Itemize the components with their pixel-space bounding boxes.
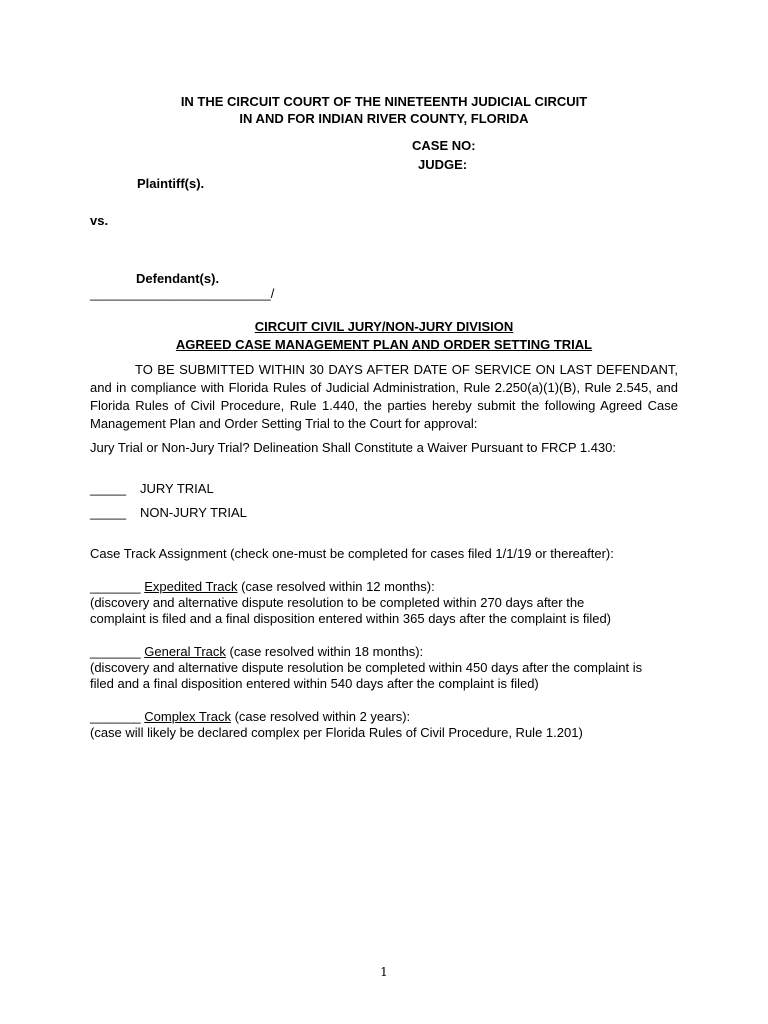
intro-paragraph: TO BE SUBMITTED WITHIN 30 DAYS AFTER DATE OF SERVICE ON LAST DEFENDANT, and in compliance with Florida Rules of Judicial Administration, Rule 2.250(a)(1)(B), Rule 2.545, and Florida Rules of Civil Procedure, Rule 1.440, the parties hereby submit the following Agreed Case Management Plan and Order Setting Trial to the Court for approval: bbox=[90, 362, 678, 431]
jury-trial-option[interactable] bbox=[90, 481, 214, 496]
expedited-track-detail-2: complaint is filed and a final disposition entered within 365 days after the complaint is filed) bbox=[90, 611, 612, 626]
general-track-blank[interactable]: _______ bbox=[90, 644, 141, 659]
case-track-heading: Case Track Assignment (check one-must be completed for cases filed 1/1/19 or thereafter): bbox=[90, 546, 614, 561]
caption-signature-line: _________________________/ bbox=[90, 286, 275, 301]
non-jury-trial-label: NON-JURY TRIAL bbox=[140, 505, 247, 520]
defendant-label: Defendant(s). bbox=[136, 271, 220, 286]
expedited-track-line bbox=[90, 579, 690, 595]
document-title: AGREED CASE MANAGEMENT PLAN AND ORDER SETTING TRIAL bbox=[175, 337, 593, 352]
jury-trial-label: JURY TRIAL bbox=[140, 481, 214, 496]
complex-track-blank[interactable]: _______ bbox=[90, 709, 141, 724]
judge-label: JUDGE: bbox=[418, 157, 468, 172]
complex-track-line bbox=[90, 709, 690, 725]
expedited-track-name: Expedited Track bbox=[144, 579, 238, 594]
case-number-label: CASE NO: bbox=[412, 138, 476, 153]
court-name-line-1: IN THE CIRCUIT COURT OF THE NINETEENTH JUDICIAL CIRCUIT bbox=[180, 94, 588, 109]
complex-track-option[interactable] bbox=[90, 709, 690, 741]
general-track-detail-1: (discovery and alternative dispute resolution be completed within 450 days after the complaint is bbox=[90, 660, 643, 675]
general-track-option[interactable] bbox=[90, 644, 690, 692]
general-track-summary: (case resolved within 18 months): bbox=[225, 644, 424, 659]
page-number: 1 bbox=[380, 965, 388, 979]
jury-question: Jury Trial or Non-Jury Trial? Delineation Shall Constitute a Waiver Pursuant to FRCP 1.430: bbox=[90, 440, 617, 455]
complex-track-name: Complex Track bbox=[144, 709, 231, 724]
general-track-detail-2: filed and a final disposition entered within 540 days after the complaint is filed) bbox=[90, 676, 539, 691]
expedited-track-detail-1: (discovery and alternative dispute resolution to be completed within 270 days after the bbox=[90, 595, 585, 610]
complex-track-detail-1: (case will likely be declared complex per Florida Rules of Civil Procedure, Rule 1.201) bbox=[90, 725, 583, 740]
court-name-line-2: IN AND FOR INDIAN RIVER COUNTY, FLORIDA bbox=[239, 111, 529, 126]
expedited-track-option[interactable] bbox=[90, 579, 690, 627]
jury-trial-blank[interactable]: _____ bbox=[90, 481, 127, 496]
non-jury-trial-blank[interactable]: _____ bbox=[90, 505, 127, 520]
general-track-line bbox=[90, 644, 690, 660]
division-title: CIRCUIT CIVIL JURY/NON-JURY DIVISION bbox=[254, 319, 514, 334]
plaintiff-label: Plaintiff(s). bbox=[137, 176, 205, 191]
expedited-track-summary: (case resolved within 12 months): bbox=[237, 579, 435, 594]
complex-track-summary: (case resolved within 2 years): bbox=[230, 709, 411, 724]
expedited-track-blank[interactable]: _______ bbox=[90, 579, 141, 594]
versus-label: vs. bbox=[90, 213, 109, 228]
non-jury-trial-option[interactable] bbox=[90, 505, 247, 520]
general-track-name: General Track bbox=[144, 644, 226, 659]
